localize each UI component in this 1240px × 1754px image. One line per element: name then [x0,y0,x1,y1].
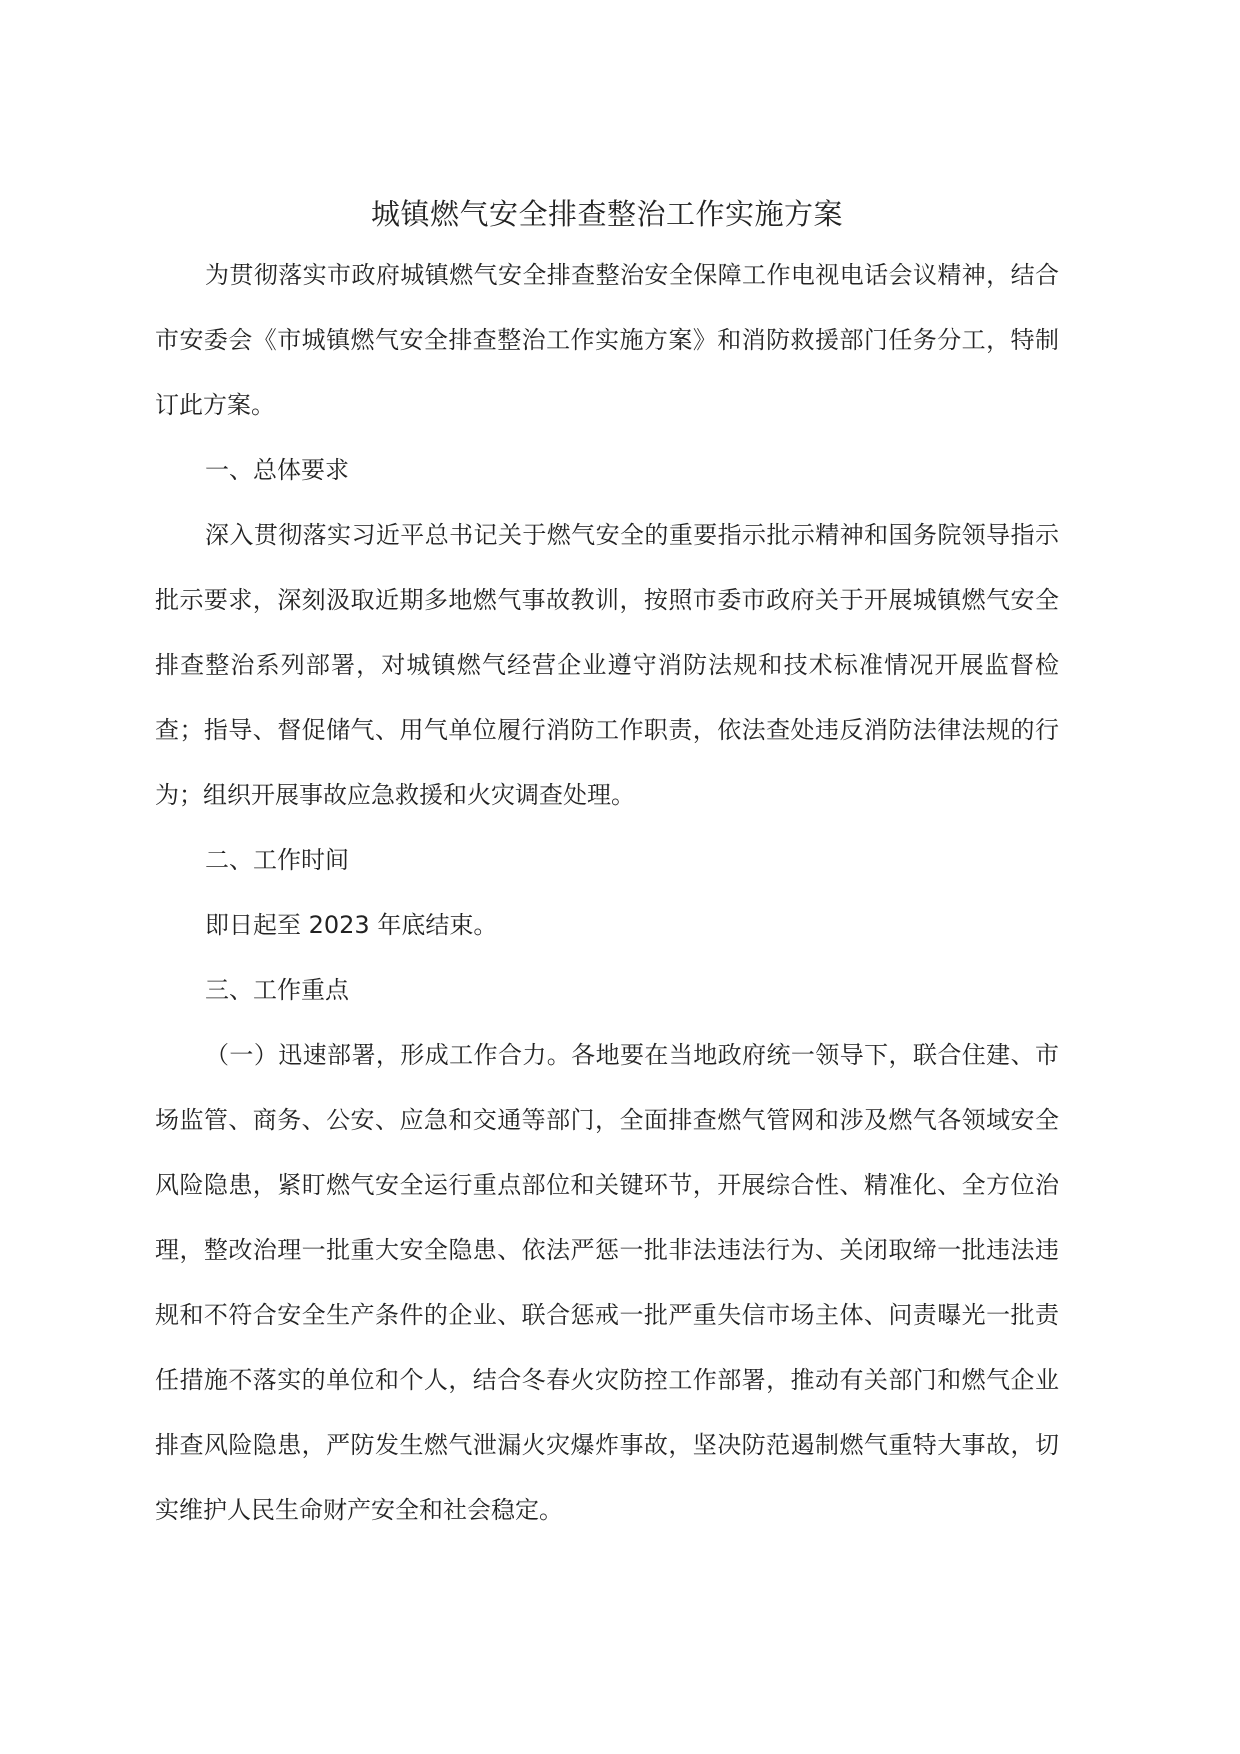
document-title: 城镇燃气安全排查整治工作实施方案 [370,197,843,231]
work-time-paragraph: 即日起至 2023 年底结束。 [205,911,498,939]
intro-paragraph: 为贯彻落实市政府城镇燃气安全排查整治安全保障工作电视电话会议精神，结合市安委会《市城镇燃气安全排查整治工作实施方案》和消防救援部门任务分工，特制订此方案。 [155,261,1059,419]
section-heading-work-focus: 三、工作重点 [205,976,349,1004]
section-heading-work-time: 二、工作时间 [205,846,349,874]
work-focus-paragraph: （一）迅速部署，形成工作合力。各地要在当地政府统一领导下，联合住建、市场监管、商务、公安、应急和交通等部门，全面排查燃气管网和涉及燃气各领域安全风险隐患，紧盯燃气安全运行重点部位和关键环节，开展综合性、精准化、全方位治理，整改治理一批重大安全隐患、依法严惩一批非法违法行为、关闭取缔一批违法违规和不符合安全生产条件的企业、联合惩戒一批严重失信市场主体、问责曝光一批责任措施不落实的单位和个人，结合冬春火灾防控工作部署，推动有关部门和燃气企业排查风险隐患，严防发生燃气泄漏火灾爆炸事故，坚决防范遏制燃气重特大事故，切实维护人民生命财产安全和社会稳定。 [155,1041,1059,1524]
section-heading-general-requirements: 一、总体要求 [205,456,349,484]
document-body [155,188,1059,1543]
general-requirements-paragraph: 深入贯彻落实习近平总书记关于燃气安全的重要指示批示精神和国务院领导指示批示要求，深刻汲取近期多地燃气事故教训，按照市委市政府关于开展城镇燃气安全排查整治系列部署，对城镇燃气经营企业遵守消防法规和技术标准情况开展监督检查；指导、督促储气、用气单位履行消防工作职责，依法查处违反消防法律法规的行为；组织开展事故应急救援和火灾调查处理。 [155,521,1059,809]
